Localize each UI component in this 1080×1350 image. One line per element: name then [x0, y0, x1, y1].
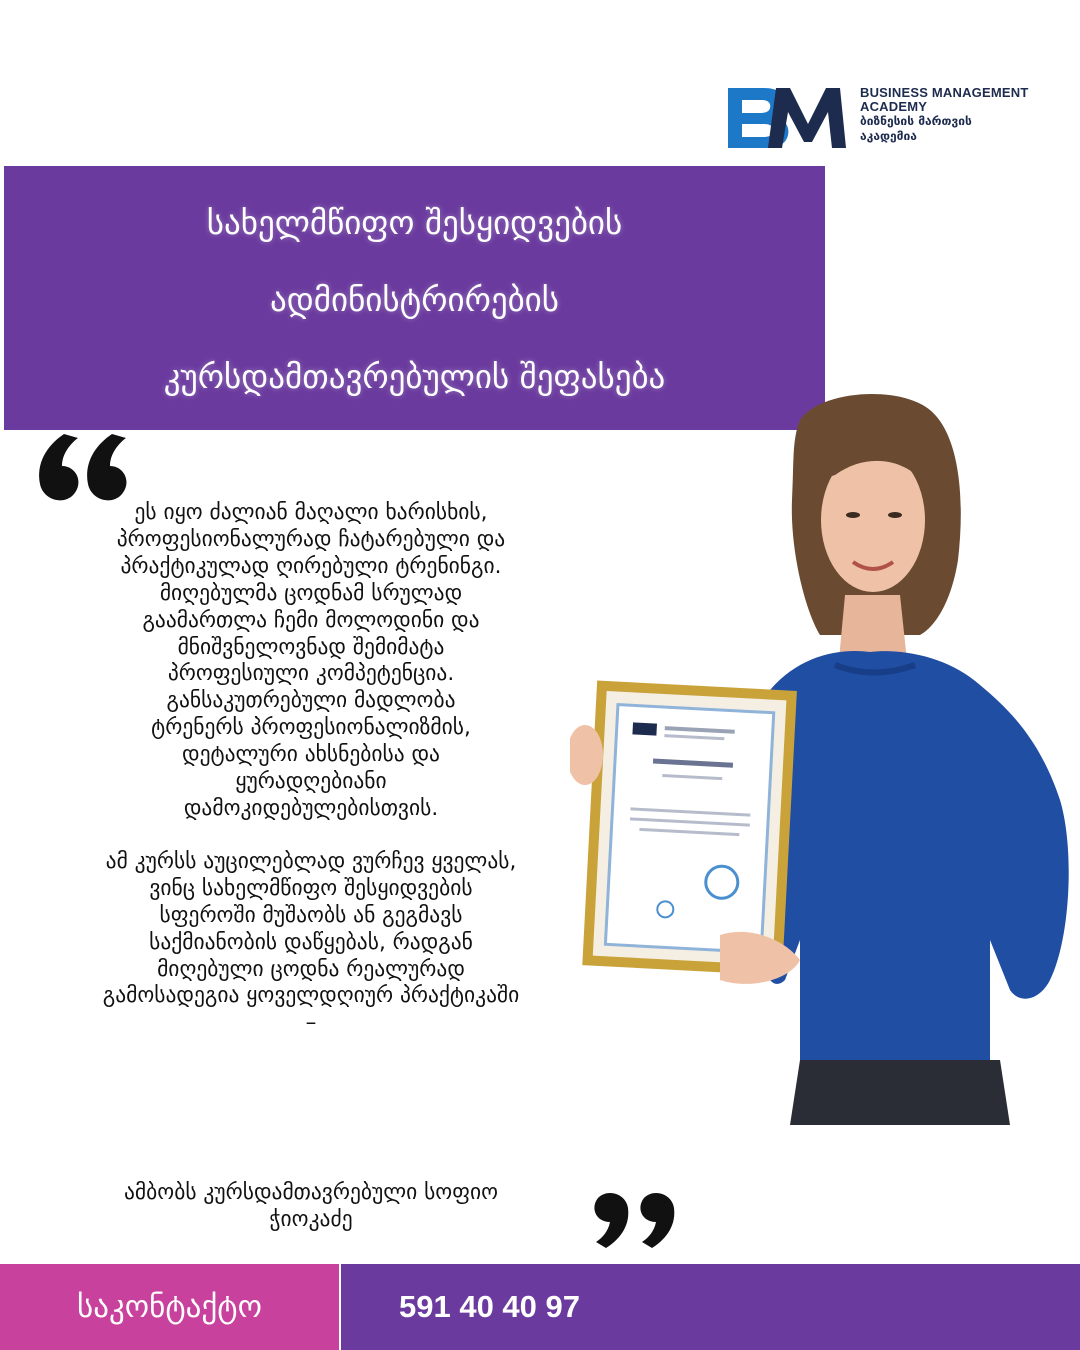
text-line: სფეროში მუშაობს ან გეგმავს — [159, 902, 463, 928]
testimonial-paragraph-1 — [6, 500, 616, 823]
attribution — [6, 1180, 616, 1234]
text-line: მნიშვნელოვნად შემიმატა — [177, 634, 445, 660]
attribution-line-2: ჭიოკაძე — [269, 1206, 353, 1232]
logo-text — [860, 86, 1064, 144]
text-line: საქმიანობის დაწყებას, რადგან — [149, 929, 473, 955]
text-line: პრაქტიკულად ღირებული ტრენინგი. — [120, 553, 502, 579]
text-line: განსაკუთრებული მადლობა — [166, 688, 456, 714]
testimonial-paragraph-2 — [6, 849, 616, 1010]
academy-logo — [724, 84, 1064, 154]
text-line: პროფესიული კომპეტენცია. — [167, 661, 455, 687]
text-line: გამოსადეგია ყოველდღიურ პრაქტიკაში — [102, 983, 520, 1009]
logo-name-ka-line2: აკადემია — [860, 129, 917, 143]
logo-name-en-line1: BUSINESS MANAGEMENT — [860, 85, 1029, 100]
contact-label: საკონტაქტო — [77, 1289, 262, 1325]
logo-name-ka-line1: ბიზნესის მართვის — [860, 114, 972, 128]
text-line: გაამართლა ჩემი მოლოდინი და — [142, 607, 480, 633]
title-line-2: ადმინისტრირების — [270, 280, 559, 319]
logo-name-en-line2: ACADEMY — [860, 99, 928, 114]
text-line: ყურადღებიანი — [235, 769, 387, 795]
title-line-3: კურსდამთავრებულის შეფასება — [163, 357, 666, 396]
testimonial-text — [6, 500, 616, 1037]
graduate-photo — [570, 380, 1080, 1125]
text-line: პროფესიონალურად ჩატარებული და — [116, 526, 506, 552]
text-line: დამოკიდებულებისთვის. — [183, 795, 439, 821]
text-line: მიღებული ცოდნა რეალურად — [157, 956, 465, 982]
text-line: მიღებულმა ცოდნამ სრულად — [159, 580, 463, 606]
text-line: ვინც სახელმწიფო შესყიდვების — [149, 875, 473, 901]
close-quote-icon — [586, 1186, 686, 1256]
title-line-1: სახელმწიფო შესყიდვების — [206, 203, 623, 242]
text-line: ამ კურსს აუცილებლად ვურჩევ ყველას, — [105, 848, 517, 874]
bm-logo-mark-icon — [724, 84, 848, 150]
dash-separator: – — [305, 1010, 317, 1036]
attribution-line-1: ამბობს კურსდამთავრებული სოფიო — [124, 1180, 498, 1205]
text-line: ტრენერს პროფესიონალიზმის, — [151, 715, 471, 741]
text-line: დეტალური ახსნებისა და — [182, 742, 440, 768]
text-line: ეს იყო ძალიან მაღალი ხარისხის, — [134, 500, 488, 525]
contact-phone-panel — [341, 1264, 1080, 1350]
contact-label-panel — [0, 1264, 339, 1350]
contact-phone[interactable]: 591 40 40 97 — [399, 1289, 581, 1324]
